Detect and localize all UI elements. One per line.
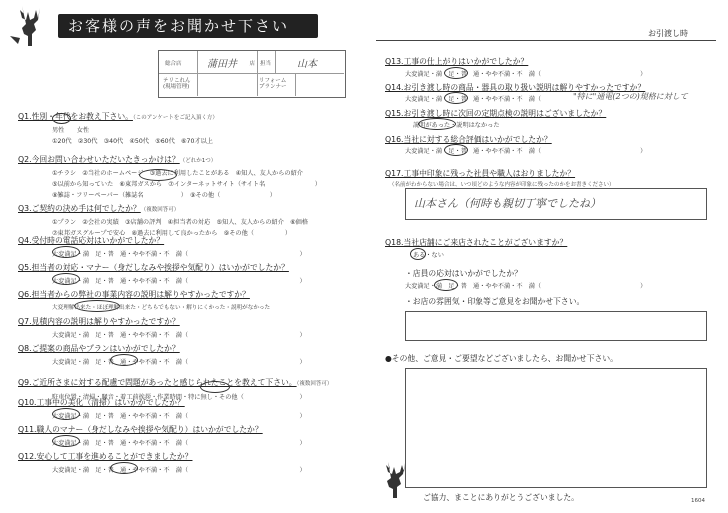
q1-title: Q1.性別・年代をお教え下さい。 <box>18 112 133 121</box>
q6-title: Q6.担当者からの弊社の事業内容の説明は解りやすかったですか？ <box>18 290 250 299</box>
q7-title: Q7.見積内容の説明は解りやすかったですか？ <box>18 317 180 326</box>
answer-circle <box>52 435 80 447</box>
answer-circle <box>410 248 426 260</box>
header-rule <box>376 40 716 41</box>
shop-label: 総合店 <box>165 61 182 67</box>
q14-title: Q14.お引き渡し時の商品・器具の取り扱い説明は解りやすかったですか？ <box>385 83 646 92</box>
answer-circle <box>444 67 468 79</box>
q11-title: Q11.職人のマナー（身だしなみや挨拶や気配り）はいかがでしたか？ <box>18 425 263 434</box>
deer-logo-icon <box>8 4 54 48</box>
q12-title: Q12.安心して工事を進めることができましたか？ <box>18 452 193 461</box>
q2-options-1[interactable]: ①チラシ ②当社のホームページ ③過去に利用したことがある ④知人、友人からの紹介 <box>52 170 303 177</box>
q12-options[interactable]: 大変満足・満 足・普 通・やや不満・不 満（ ） <box>52 467 306 474</box>
q17-handwritten: 山本さん（何時も親切丁寧でしたね） <box>414 197 601 210</box>
q3-title: Q3.ご契約の決め手は何でしたか？ <box>18 204 141 213</box>
q7 <box>18 316 306 339</box>
q5-options[interactable]: 大変満足・満 足・普 通・やや不満・不 満（ ） <box>52 278 306 285</box>
answer-circle <box>444 144 468 156</box>
q5-title: Q5.担当者の対応・マナー（身だしなみや挨拶や気配り）はいかがでしたか？ <box>18 263 289 272</box>
q1-note: （このアンケートをご記入頂く方） <box>132 115 218 121</box>
q6-options[interactable]: 大変理解出来た・ほぼ理解出来た・どちらでもない・解りにくかった・説明がなかった <box>52 305 271 311</box>
q16-title: Q16.当社に対する総合評価はいかがでしたか？ <box>385 135 552 144</box>
q15-options[interactable]: 説明があった・説明はなかった <box>413 122 500 129</box>
q10-options[interactable]: 大変満足・満 足・普 通・やや不満・不 満（ ） <box>52 413 306 420</box>
header-info-table <box>158 50 346 98</box>
q17-note: （名前がわからない場合は、いつ頃どのような内容が印象に残ったのかをお書きください） <box>389 182 615 188</box>
answer-circle <box>434 279 458 291</box>
shop-suffix: 店 <box>249 61 255 67</box>
q9-note: （複数回答可） <box>296 381 333 387</box>
q18b-answer-box[interactable] <box>405 311 707 341</box>
page-title: お客様の声をお聞かせ下さい <box>58 14 318 38</box>
q8-title: Q8.ご提案の商品やプランはいかがでしたか？ <box>18 344 180 353</box>
q18a-options[interactable]: 大変満足・満 足・普 通・やや不満・不 満（ ） <box>405 283 647 290</box>
q7-options[interactable]: 大変満足・満 足・普 通・やや不満・不 満（ ） <box>52 332 306 339</box>
answer-circle <box>74 300 120 312</box>
answer-circle <box>418 118 456 130</box>
answer-circle <box>139 169 177 181</box>
tel-label: テリこれん (現場管理) <box>163 78 191 90</box>
answer-circle <box>110 354 138 366</box>
q12 <box>18 451 306 474</box>
q4-title: Q4.受付時の電話応対はいかがでしたか？ <box>18 236 165 245</box>
q1 <box>18 104 218 145</box>
answer-circle <box>52 408 80 420</box>
q18-options[interactable]: ある・ない <box>413 252 444 259</box>
answer-circle <box>52 273 80 285</box>
page-code: 1604 <box>691 498 705 504</box>
q10-title: Q10.工事中の美化（清掃）はいかがでしたか？ <box>18 398 185 407</box>
q14-handwritten: "特に"通電(2つの)規格に対して <box>573 92 688 101</box>
answer-circle <box>200 381 230 393</box>
staff-value: 山本 <box>297 59 317 70</box>
q8-options[interactable]: 大変満足・満 足・普 通・やや不満・不 満（ ） <box>52 359 306 366</box>
q9-title: Q9.ご近所さまに対する配慮で問題があったと感じられたことを教えて下さい。 <box>18 378 297 387</box>
q11-options[interactable]: 大変満足・満 足・普 通・やや不満・不 満（ ） <box>52 440 306 447</box>
q3-note: （複数回答可） <box>140 207 180 213</box>
q2-options-2[interactable]: ⑤以前から知っていた ⑥東邦ガスから ⑦インターネットサイト（サイト名 ） <box>52 181 321 188</box>
staff-label: 担当 <box>260 61 272 67</box>
q17-answer-box[interactable] <box>405 188 707 220</box>
q18b-title: ・お店の雰囲気・印象等ご意見をお聞かせ下さい。 <box>405 297 585 306</box>
q3-options-1[interactable]: ①プラン ②会社の実績 ③店舗の評判 ④担当者の対応 ⑤知人、友人からの紹介 ⑥価格 <box>52 219 309 226</box>
q3-options-2[interactable]: ⑦東邦ガスグループで安心 ⑧過去に利用して良かったから ⑨その他（ ） <box>52 230 292 237</box>
answer-circle <box>110 462 138 474</box>
q6 <box>18 289 270 311</box>
answer-circle <box>52 246 80 258</box>
q16-options[interactable]: 大変満足・満 足・普 通・やや不満・不 満（ ） <box>405 148 647 155</box>
q3 <box>18 196 308 237</box>
q18-title: Q18.当社店舗にご来店されたことがございますか？ <box>385 238 568 247</box>
reform-label: リフォーム プランナー <box>259 78 287 90</box>
q13-options[interactable]: 大変満足・満 足・普 通・やや不満・不 満（ ） <box>405 71 647 78</box>
q2-note: （どれか1つ） <box>179 158 217 164</box>
thanks-message: ご協力、まことにありがとうございました。 <box>423 493 579 502</box>
shop-value: 蒲田井 <box>207 59 237 70</box>
q18a-title: ・店員の応対はいかがでしたか？ <box>405 269 522 278</box>
q17-title: Q17.工事中印象に残った社員や職人はおりましたか？ <box>385 169 576 178</box>
deer-footer-icon <box>376 460 416 500</box>
q4-options[interactable]: 大変満足・満 足・普 通・やや不満・不 満（ ） <box>52 251 306 258</box>
q9-options[interactable]: 駐車位置・清掃・騒音・着工前挨拶・作業時間・特に無し・その他（ ） <box>52 394 306 401</box>
q13-title: Q13.工事の仕上がりはいかがでしたか？ <box>385 57 529 66</box>
q2-options-3[interactable]: ⑧雑誌・フリーペーパー（雑誌名 ） ⑨その他（ ） <box>52 192 276 199</box>
q15-title: Q15.お引き渡し時に次回の定期点検の説明はございましたか？ <box>385 109 607 118</box>
answer-circle <box>444 92 468 104</box>
other-title: ●その他、ご意見・ご要望などございましたら、お聞かせ下さい。 <box>385 354 618 363</box>
other-answer-box[interactable] <box>405 368 707 488</box>
delivery-label: お引渡し時 <box>648 29 688 38</box>
q14-options[interactable]: 大変満足・満 足・普 通・やや不満・不 満（ <box>405 96 542 103</box>
answer-circle <box>52 113 71 124</box>
q1-age-options[interactable]: ①20代 ②30代 ③40代 ④50代 ⑤60代 ⑥70才以上 <box>52 138 213 145</box>
q8 <box>18 343 306 366</box>
q1-gender-options[interactable]: 男性 女性 <box>52 127 90 134</box>
q2-title: Q2.今回お問い合わせいただいたきっかけは？ <box>18 155 180 164</box>
